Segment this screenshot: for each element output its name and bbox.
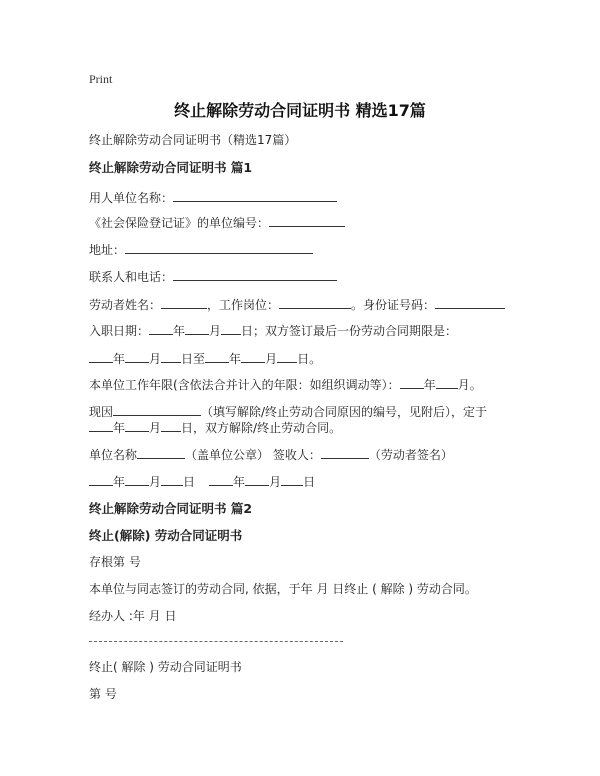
handler-line: 经办人 :年 月 日 [89,609,177,623]
position-label: ，工作岗位： [207,298,280,312]
terminate-date-row [89,419,341,436]
signer-blank [321,446,369,459]
year-label: 年 [229,352,242,366]
month-label: 月 [269,475,282,489]
employer-name-row [89,189,337,206]
blank-year [400,376,424,389]
section1-heading: 终止解除劳动合同证明书 篇1 [89,160,253,175]
signature-row [89,446,453,463]
intro-text: 终止解除劳动合同证明书（精选17篇） [89,133,297,147]
contract-term-label: 日；双方签订最后一份劳动合同期限是： [241,324,458,338]
social-security-blank [269,214,345,227]
work-years-row [89,376,482,393]
unit-seal-label: （盖单位公章） 签收人： [185,448,321,462]
work-years-label: 本单位工作年限(含依法合并计入的年限：如组织调动等）： [89,378,400,392]
month-end-label: 月。 [457,378,482,392]
worker-info-row [89,296,505,313]
blank-month [125,350,149,363]
blank-month [245,473,269,486]
year-label: 年 [113,421,126,435]
month-label: 月 [149,421,162,435]
unit-name-label: 单位名称 [89,448,138,462]
blank-year [205,350,229,363]
day-label: 日 [183,475,196,489]
month-label: 月 [209,324,222,338]
contact-row [89,268,337,285]
id-number-label: 。身份证号码： [351,298,436,312]
year-label: 年 [173,324,186,338]
worker-name-label: 劳动者姓名： [89,298,162,312]
section2-heading: 终止解除劳动合同证明书 篇2 [89,501,253,516]
address-row [89,241,313,258]
year-label: 年 [423,378,436,392]
blank-month [125,419,149,432]
worker-sign-label: （劳动者签名） [368,448,453,462]
blank-day [221,322,241,335]
signature-date-row [89,473,315,490]
year-label: 年 [233,475,246,489]
certificate-number: 第 号 [89,687,117,701]
position-blank [279,296,351,309]
blank-year [209,473,233,486]
blank-month [436,376,458,389]
day-end-label: 日。 [297,352,322,366]
blank-month [185,322,209,335]
blank-year [89,350,113,363]
social-security-row [89,214,345,231]
reason-blank [113,403,201,416]
year-label: 年 [113,475,126,489]
address-blank [125,241,313,254]
blank-day [161,473,183,486]
blank-year [89,419,113,432]
blank-year [89,473,113,486]
worker-name-blank [161,296,207,309]
employer-name-blank [173,189,337,202]
month-label: 月 [149,352,162,366]
address-label: 地址： [89,243,126,257]
page-title: 终止解除劳动合同证明书 精选17篇 [174,101,426,120]
reason-row [89,403,487,420]
year-label: 年 [113,352,126,366]
unit-name-blank [137,446,185,459]
entry-date-label: 入职日期： [89,324,150,338]
contract-term-row [89,350,321,367]
second-title: 终止( 解除 ) 劳动合同证明书 [89,660,242,674]
blank-month [125,473,149,486]
dashed-separator [89,641,343,642]
social-security-label: 《社会保险登记证》的单位编号： [89,216,270,230]
day-to-label: 日至 [181,352,206,366]
print-link[interactable]: Print [89,72,113,86]
employer-name-label: 用人单位名称： [89,191,174,205]
blank-month [241,350,265,363]
section2-subheading: 终止(解除) 劳动合同证明书 [89,528,243,543]
contact-label: 联系人和电话： [89,270,174,284]
day-label: 日 [303,475,316,489]
blank-day [281,473,303,486]
section2-body: 本单位与同志签订的劳动合同, 依据，于年 月 日终止 ( 解除 ) 劳动合同。 [89,582,477,596]
stub-number: 存根第 号 [89,555,141,569]
month-label: 月 [265,352,278,366]
blank-year [149,322,173,335]
id-number-blank [435,296,505,309]
entry-date-row [89,322,457,339]
terminate-contract-label: 日，双方解除/终止劳动合同。 [181,421,342,435]
fill-reason-label: （填写解除/终止劳动合同原因的编号，见附后），定于 [201,405,488,419]
blank-day [161,350,181,363]
blank-day [161,419,181,432]
blank-day [277,350,297,363]
now-due-to-label: 现因 [89,405,114,419]
contact-blank [173,268,337,281]
month-label: 月 [149,475,162,489]
